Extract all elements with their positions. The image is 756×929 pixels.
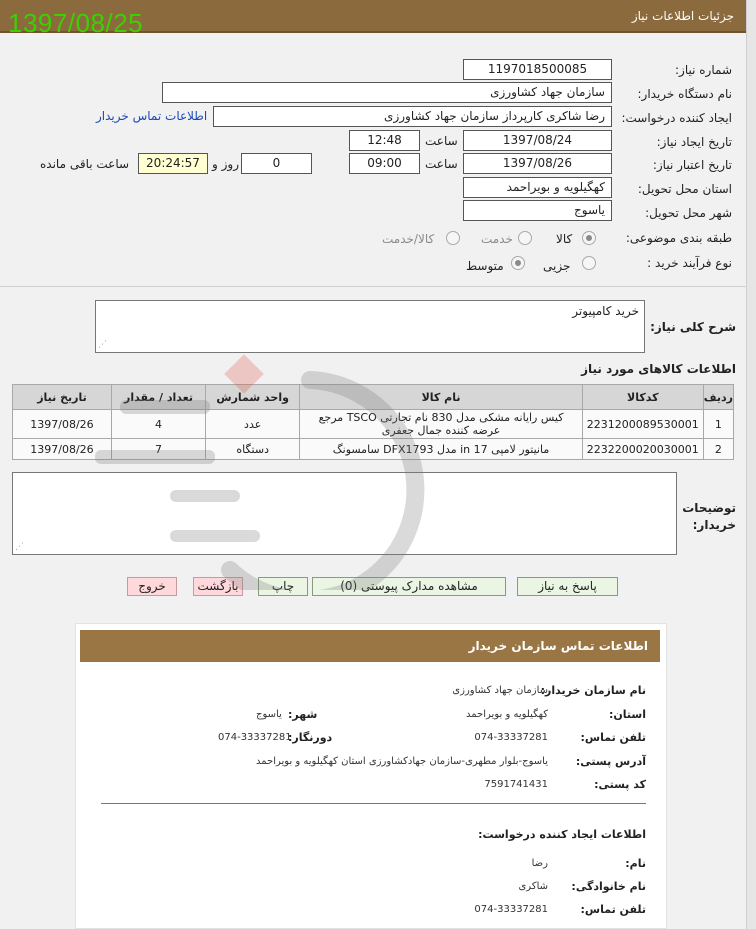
category-service-radio[interactable] (518, 231, 532, 245)
creator-phone-label: تلفن تماس: (580, 903, 646, 916)
col-unit: واحد شمارش (206, 385, 300, 410)
attachments-button[interactable]: مشاهده مدارک پیوستی (0) (312, 577, 506, 596)
cell-unit: عدد (206, 410, 300, 439)
description-label: شرح کلی نیاز: (650, 320, 736, 334)
creator-phone-value: 074-33337281 (474, 904, 548, 915)
created-time-label: ساعت (425, 134, 458, 148)
fax-label: دورنگار: (288, 731, 333, 744)
province-info-label: استان: (609, 708, 646, 721)
created-date-field[interactable]: 1397/08/24 (463, 130, 612, 151)
days-remaining-field[interactable]: 0 (241, 153, 312, 174)
cell-row: 2 (703, 439, 733, 460)
process-medium-label: متوسط (466, 259, 504, 273)
cell-qty: 4 (111, 410, 205, 439)
cell-code: 2231200089530001 (582, 410, 703, 439)
buyer-notes-textarea[interactable] (12, 472, 677, 555)
vertical-scrollbar[interactable] (746, 0, 756, 929)
cell-name: کیس رایانه مشکی مدل 830 نام تجارتی TSCO مرجع عرضه کننده جمال جعفری (300, 410, 583, 439)
created-time-field[interactable]: 12:48 (349, 130, 420, 151)
buyer-org-label: نام دستگاه خریدار: (637, 87, 732, 101)
days-label: روز و (212, 157, 239, 171)
phone-value: 074-33337281 (474, 732, 548, 743)
category-service-label: خدمت (481, 232, 513, 246)
valid-time-field[interactable]: 09:00 (349, 153, 420, 174)
resize-grip-icon[interactable]: ⋰ (98, 340, 107, 350)
category-both-label: کالا/خدمت (382, 232, 435, 246)
description-textarea[interactable] (95, 300, 645, 353)
contact-panel-header (80, 630, 660, 662)
category-goods-label: کالا (556, 232, 573, 246)
org-label: نام سازمان خریدار: (540, 684, 646, 697)
back-button[interactable]: بازگشت (193, 577, 243, 596)
col-code: کدکالا (582, 385, 703, 410)
last-name-value: شاکری (518, 881, 548, 892)
page-title: جزئیات اطلاعات نیاز (631, 9, 734, 23)
buyer-notes-label: توضیحات خریدار: (682, 501, 736, 532)
time-remaining-label: ساعت باقی مانده (40, 157, 130, 171)
exit-button[interactable]: خروج (127, 577, 177, 596)
city-info-label: شهر: (288, 708, 318, 721)
cell-name: مانیتور لامپی 17 in مدل DFX1793 سامسونگ (300, 439, 583, 460)
contact-panel (75, 623, 667, 929)
table-row[interactable] (13, 410, 734, 439)
cell-row: 1 (703, 410, 733, 439)
province-info-value: کهگیلویه و بویراحمد (466, 709, 548, 720)
requester-field[interactable]: رضا شاکری کارپرداز سازمان جهاد کشاورزی (213, 106, 612, 127)
col-name: نام کالا (300, 385, 583, 410)
need-number-field[interactable]: 1197018500085 (463, 59, 612, 80)
category-goods-radio[interactable] (582, 231, 596, 245)
requester-label: ایجاد کننده درخواست: (621, 111, 732, 125)
cell-unit: دستگاه (206, 439, 300, 460)
cell-code: 2232200020030001 (582, 439, 703, 460)
respond-button[interactable]: پاسخ به نیاز (517, 577, 618, 596)
city-label: شهر محل تحویل: (645, 206, 732, 220)
cell-qty: 7 (111, 439, 205, 460)
process-minor-label: جزیی (543, 259, 571, 273)
province-field[interactable]: کهگیلویه و بویراحمد (463, 177, 612, 198)
resize-grip-icon[interactable]: ⋰ (15, 542, 24, 552)
city-info-value: یاسوج (256, 709, 282, 720)
last-name-label: نام خانوادگی: (571, 880, 646, 893)
items-table (12, 384, 734, 460)
postal-label: کد پستی: (594, 778, 646, 791)
fax-value: 074-33337281 (218, 732, 292, 743)
process-label: نوع فرآیند خرید : (647, 256, 732, 270)
process-medium-radio[interactable] (511, 256, 525, 270)
cell-date: 1397/08/26 (13, 439, 112, 460)
category-label: طبقه بندی موضوعی: (625, 231, 732, 245)
contact-panel-title: اطلاعات تماس سازمان خریدار (468, 639, 648, 653)
items-title: اطلاعات کالاهای مورد نیاز (581, 362, 736, 376)
table-row[interactable] (13, 439, 734, 460)
col-qty: تعداد / مقدار (111, 385, 205, 410)
first-name-label: نام: (625, 857, 646, 870)
need-number-label: شماره نیاز: (675, 63, 732, 77)
table-header-row (13, 385, 734, 410)
process-minor-radio[interactable] (582, 256, 596, 270)
valid-date-label: تاریخ اعتبار نیاز: (652, 158, 732, 172)
date-overlay: 1397/08/25 (8, 8, 144, 38)
col-row: ردیف (703, 385, 733, 410)
valid-date-field[interactable]: 1397/08/26 (463, 153, 612, 174)
buyer-contact-link[interactable]: اطلاعات تماس خریدار (96, 109, 208, 123)
col-date: تاریخ نیاز (13, 385, 112, 410)
postal-value: 7591741431 (484, 779, 548, 790)
print-button[interactable]: چاپ (258, 577, 308, 596)
creator-title: اطلاعات ایجاد کننده درخواست: (478, 828, 646, 841)
panel-divider (101, 803, 646, 804)
section-divider (0, 286, 746, 287)
city-field[interactable]: یاسوج (463, 200, 612, 221)
first-name-value: رضا (531, 858, 548, 869)
phone-label: تلفن تماس: (580, 731, 646, 744)
created-date-label: تاریخ ایجاد نیاز: (656, 135, 732, 149)
province-label: استان محل تحویل: (637, 182, 732, 196)
buyer-org-field[interactable]: سازمان جهاد کشاورزی (162, 82, 612, 103)
address-label: آدرس پستی: (575, 755, 646, 768)
time-remaining-field: 20:24:57 (138, 153, 208, 174)
description-text: خرید کامپیوتر (572, 304, 639, 318)
address-value: یاسوج-بلوار مطهری-سازمان جهادکشاورزی استان کهگیلویه و بویراحمد (255, 756, 548, 767)
valid-time-label: ساعت (425, 157, 458, 171)
category-both-radio[interactable] (446, 231, 460, 245)
cell-date: 1397/08/26 (13, 410, 112, 439)
org-value: سازمان جهاد کشاورزی (452, 685, 548, 696)
